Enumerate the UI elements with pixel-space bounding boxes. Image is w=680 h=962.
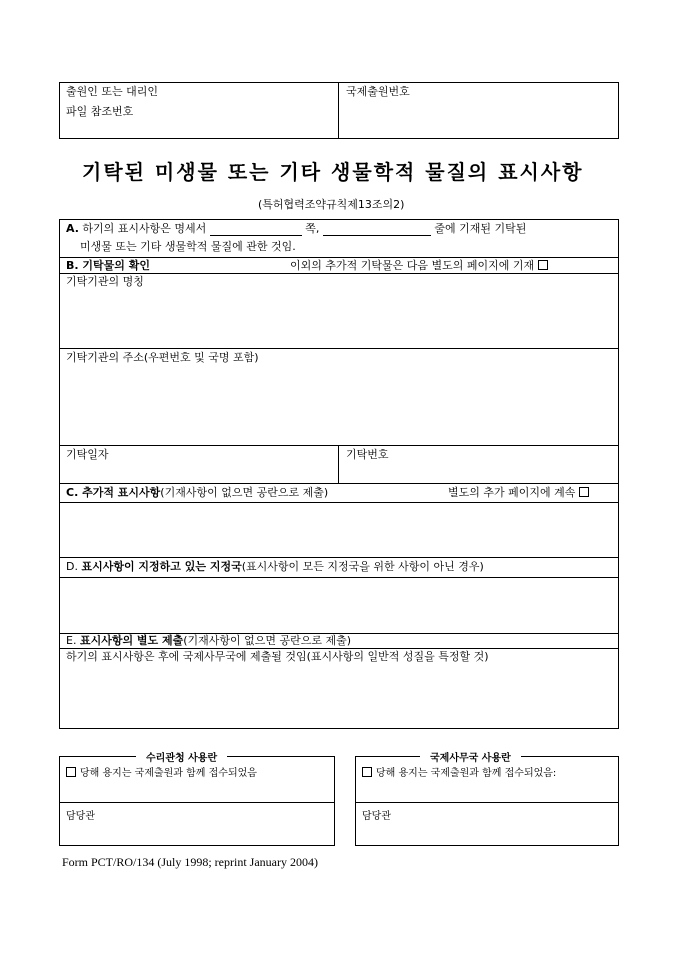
section-b-checkbox[interactable] — [538, 260, 548, 270]
inst-addr-label: 기탁기관의 주소(우편번호 및 국명 포함) — [66, 351, 259, 364]
ib-use-title: 국제사무국 사용란 — [420, 749, 521, 764]
inst-addr-bottom — [59, 445, 619, 446]
page-blank[interactable] — [210, 225, 302, 236]
section-e-label: 표시사항의 별도 제출 — [79, 634, 184, 647]
section-a-line1 — [66, 222, 526, 236]
office-use-title: 수리관청 사용란 — [136, 749, 227, 764]
section-e-title-bottom — [59, 648, 619, 649]
section-c-label: C. 추가적 표시사항 — [66, 486, 161, 499]
section-a-label: A. — [66, 222, 79, 235]
page-title: 기탁된 미생물 또는 기타 생물학적 물질의 표시사항 — [82, 160, 584, 184]
line-blank[interactable] — [323, 225, 431, 236]
section-c-header — [66, 486, 328, 500]
section-d-title-bottom — [59, 577, 619, 578]
office-officer-label: 담당관 — [66, 811, 95, 822]
section-d-label: 표시사항이 지정하고 있는 지정국 — [81, 560, 242, 573]
section-b-title-bottom — [59, 273, 619, 274]
date-label: 기탁일자 — [66, 448, 109, 461]
form-footer: Form PCT/RO/134 (July 1998; reprint January 2004) — [62, 855, 318, 869]
office-divider — [59, 802, 335, 803]
applicant-label: 출원인 또는 대리인 — [66, 85, 159, 98]
section-a-text4: 미생물 또는 기타 생물학적 물질에 관한 것임. — [80, 240, 296, 253]
section-c-bottom — [59, 557, 619, 558]
section-c-title-bottom — [59, 502, 619, 503]
section-a-text3: 줄에 기재된 기탁된 — [434, 222, 527, 235]
section-b-bottom — [59, 483, 619, 484]
intl-app-no-label: 국제출원번호 — [346, 85, 410, 98]
section-b-label: B. 기탁물의 확인 — [66, 259, 150, 272]
file-ref-label: 파일 참조번호 — [66, 105, 134, 118]
section-e-text: 하기의 표시사항은 후에 국제사무국에 제출될 것임(표시사항의 일반적 성질을 특정할 것) — [66, 650, 489, 663]
section-e-note: (기재사항이 없으면 공란으로 제출) — [183, 634, 352, 647]
page-subtitle: (특허협력조약규칙제13조의2) — [258, 198, 405, 211]
office-received: 당해 용지는 국제출원과 함께 접수되었음 — [66, 767, 257, 781]
ib-divider — [355, 802, 619, 803]
section-d-header: D. 표시사항이 지정하고 있는 지정국(표시사항이 모든 지정국을 위한 사항이 아닌 경우) — [66, 560, 484, 573]
inst-name-bottom — [59, 348, 619, 349]
date-number-divider — [338, 445, 339, 483]
section-c-continued: 별도의 추가 페이지에 계속 — [448, 486, 589, 500]
office-received-checkbox[interactable] — [66, 767, 76, 777]
section-c-note: (기재사항이 없으면 공란으로 제출) — [160, 486, 329, 499]
section-a-text1: 하기의 표시사항은 명세서 — [82, 222, 207, 235]
number-label: 기탁번호 — [346, 448, 389, 461]
section-b-note: 이외의 추가적 기탁물은 다음 별도의 페이지에 기재 — [290, 259, 548, 273]
section-c-checkbox[interactable] — [579, 487, 589, 497]
header-divider — [338, 82, 339, 139]
inst-name-label: 기탁기관의 명칭 — [66, 275, 144, 288]
section-d-note: (표시사항이 모든 지정국을 위한 사항이 아닌 경우) — [241, 560, 484, 573]
ib-officer-label: 담당관 — [362, 811, 391, 822]
ib-received-checkbox[interactable] — [362, 767, 372, 777]
ib-received: 당해 용지는 국제출원과 함께 접수되었음: — [362, 767, 556, 781]
section-a-bottom — [59, 257, 619, 258]
section-e-header: E. 표시사항의 별도 제출(기재사항이 없으면 공란으로 제출) — [66, 634, 352, 647]
section-a-text2: 쪽, — [305, 222, 320, 235]
